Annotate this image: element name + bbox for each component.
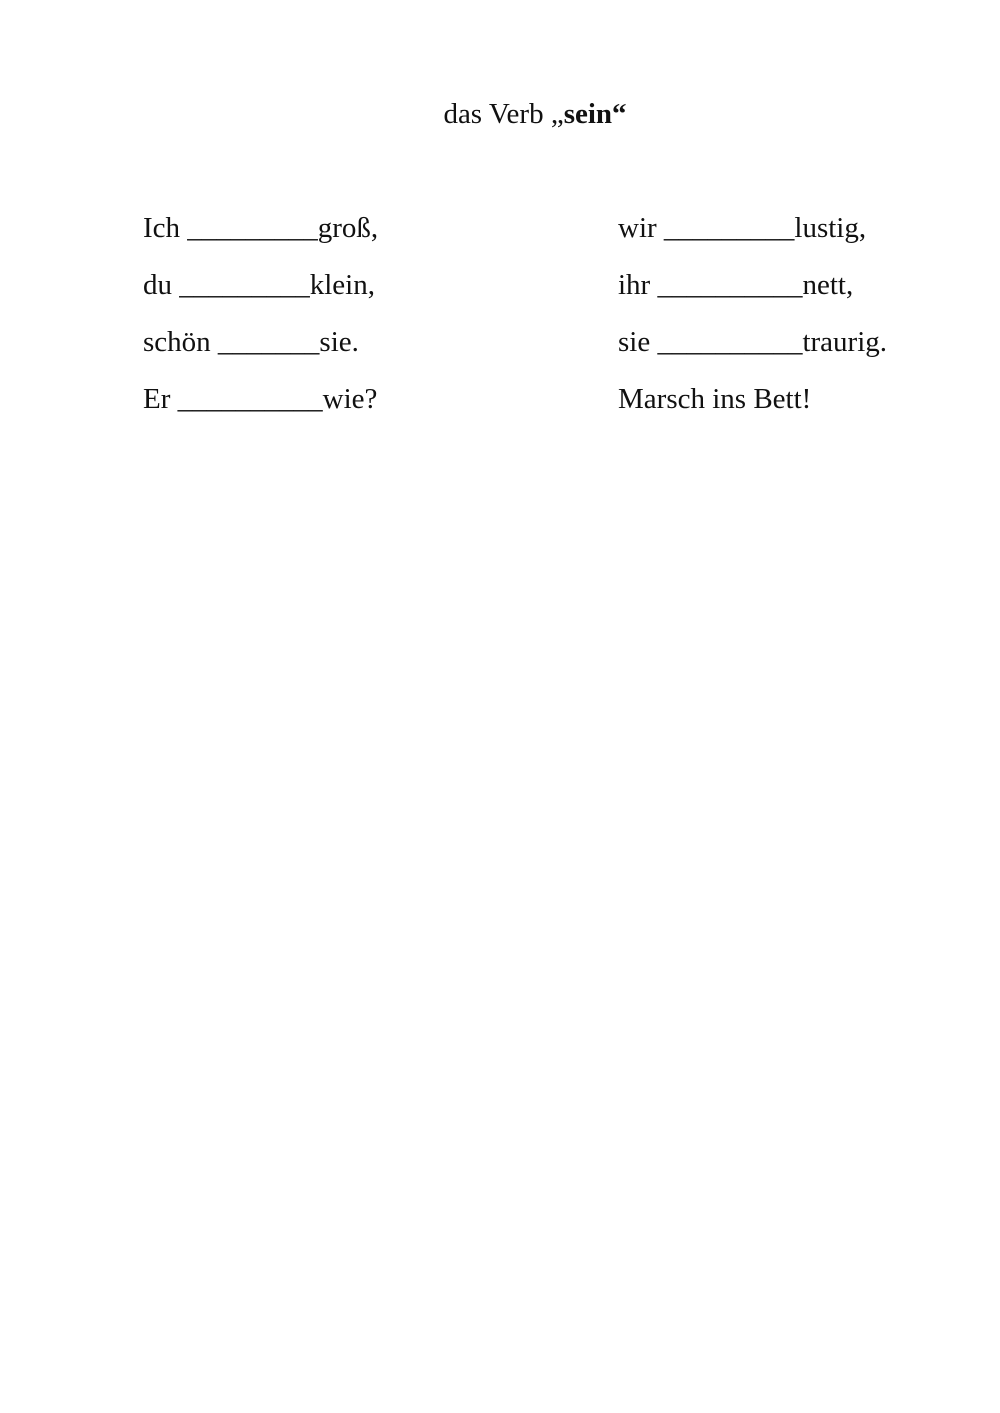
left-line-2: du _________klein, — [143, 269, 375, 301]
right-line-3: sie __________traurig. — [618, 326, 888, 358]
worksheet-title — [0, 96, 1000, 132]
right-line-2: ihr __________nett, — [618, 269, 854, 301]
right-line-1: wir _________lustig, — [618, 212, 867, 244]
right-column — [618, 208, 887, 436]
left-line-1: Ich _________groß, — [143, 212, 379, 244]
left-line-4: Er __________wie? — [143, 383, 378, 415]
title-prefix: das Verb „ — [443, 98, 564, 130]
left-column — [143, 208, 378, 436]
title-verb: sein“ — [563, 98, 627, 130]
left-line-3: schön _______sie. — [143, 326, 359, 358]
right-line-4: Marsch ins Bett! — [618, 383, 812, 415]
